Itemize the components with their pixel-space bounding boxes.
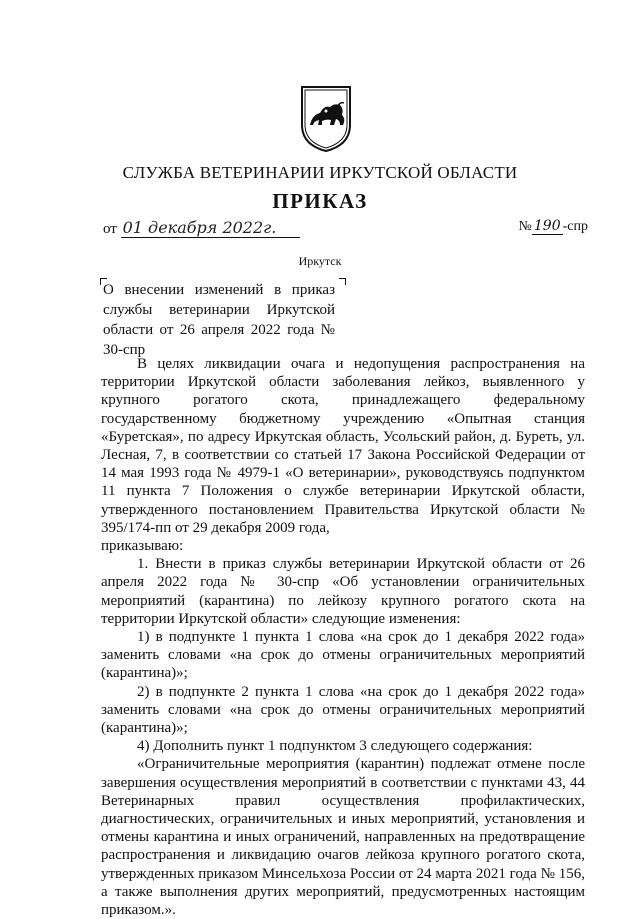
number-prefix: № bbox=[518, 219, 532, 234]
preamble-paragraph: В целях ликвидации очага и недопущения распространения на территории Иркутской области заболевания лейкоз, выявленного у крупного рогатого скота, принадлежащего федеральному государственному бюджетному учреждению «Опытная станция «Буретская», по адресу Иркутская область, Усольский район, д. Буреть, ул. Лесная, 7, в соответствии со статьей 17 Закона Российской Федерации от 14 мая 1993 года № 4979-1 «О ветеринарии», руководствуясь подпунктом 11 пункта 7 Положения о службе ветеринарии Иркутской области, утвержденного постановлением Правительства Иркутской области № 395/174-пп от 29 декабря 2009 года, bbox=[101, 356, 585, 536]
organization-name: СЛУЖБА ВЕТЕРИНАРИИ ИРКУТСКОЙ ОБЛАСТИ bbox=[122, 163, 518, 182]
coat-of-arms-emblem bbox=[300, 85, 352, 153]
number-suffix: -спр bbox=[562, 219, 588, 234]
item-1-paragraph: 1. Внести в приказ службы ветеринарии Иркутской области от 26 апреля 2022 года № 30-спр «Об установлении ограничительных мероприятий (карантина) по лейкозу крупного рогатого скота на территории Иркутской области» следующие изменения: bbox=[101, 556, 585, 627]
item-1-sub-1: 1) в подпункте 1 пункта 1 слова «на срок до 1 декабря 2022 года» заменить словами «на срок до отмены ограничительных мероприятий (карантина)»; bbox=[101, 629, 585, 682]
order-subject-block bbox=[103, 280, 335, 360]
order-subject-text: О внесении изменений в приказ службы ветеринарии Иркутской области от 26 апреля 2022 года № 30-спр bbox=[103, 282, 335, 358]
date-prefix: от bbox=[103, 221, 117, 237]
item-1-sub-2: 2) в подпункте 2 пункта 1 слова «на срок до 1 декабря 2022 года» заменить словами «на срок до отмены ограничительных мероприятий (карантина)»; bbox=[101, 683, 585, 737]
handwritten-number: 190 bbox=[533, 218, 561, 234]
quoted-text-paragraph: «Ограничительные мероприятия (карантин) подлежат отмене после завершения осуществления мероприятий в соответствии с пунктами 43, 44 Ветеринарных правил осуществления профилактических, диагностических, ограничительных и иных мероприятий, установления и отмены карантина и иных ограничений, направленных на предотвращение распространения и ликвидацию очагов лейкоза крупного рогатого скота, утвержденных приказом Минсельхоза России от 24 марта 2021 года № 156, а также выполнения других мероприятий, предусмотренных настоящим приказом.». bbox=[101, 756, 585, 919]
document-type-title: ПРИКАЗ bbox=[272, 189, 368, 213]
corner-mark-top-right bbox=[339, 278, 346, 285]
handwritten-date: 01 декабря 2022г. bbox=[121, 218, 301, 238]
date-line bbox=[103, 218, 300, 238]
order-number bbox=[519, 218, 588, 235]
item-1-sub-4: 4) Дополнить пункт 1 подпунктом 3 следующего содержания: bbox=[137, 738, 533, 755]
corner-mark-top-left bbox=[100, 278, 107, 285]
order-word: приказываю: bbox=[101, 538, 184, 555]
order-body bbox=[101, 355, 585, 919]
city-name: Иркутск bbox=[298, 254, 342, 268]
